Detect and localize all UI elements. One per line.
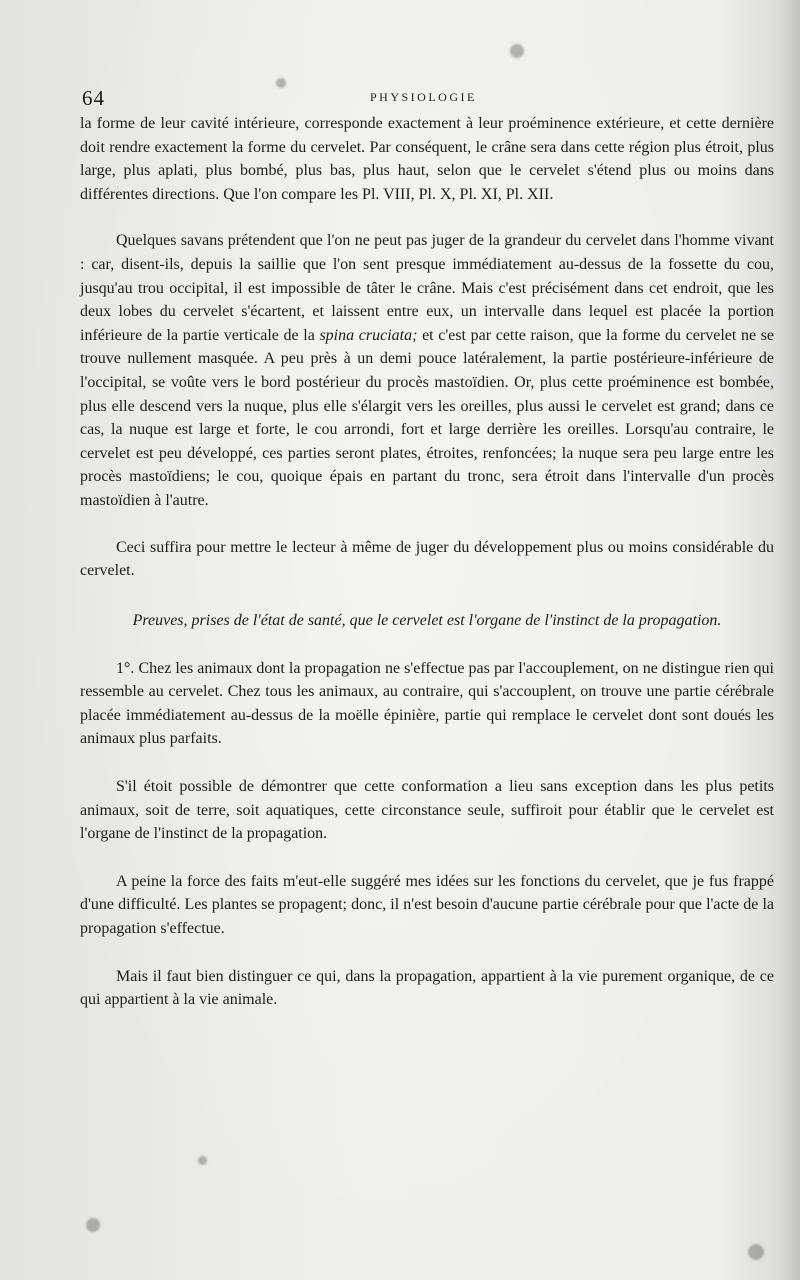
paragraph-small-animals: S'il étoit possible de démontrer que cette conformation a lieu sans exception dans les plus petits animaux, soit de terre, soit aquatiques, cette circonstance seule, suffiroit pour établir que le cervelet est l'organe de l'instinct de la propagation. (80, 778, 774, 843)
paragraph-distinction: Mais il faut bien distinguer ce qui, dans la propagation, appartient à la vie purement organique, de ce qui appartient à la vie animale. (80, 967, 774, 1009)
latin-term: spina cruciata; (319, 326, 418, 344)
paragraph-continued: la forme de leur cavité intérieure, corresponde exactement à leur proéminence extérieure, et cette dernière doit rendre exactement la forme du cervelet. Par conséquent, le crâne sera dans cette région plus étroit, plus large, plus aplati, plus bombé, plus bas, plus haut, selon que le cervelet s'étend plus ou moins dans différentes directions. Que l'on compare les Pl. VIII, Pl. X, Pl. XI, Pl. XII. (80, 115, 774, 203)
page-edge-shadow (778, 0, 800, 1280)
page-number: 64 (82, 86, 105, 110)
paper-speck (748, 1244, 764, 1260)
body-text (80, 112, 774, 1012)
paragraph-plants: A peine la force des faits m'eut-elle suggéré mes idées sur les fonctions du cervelet, que je fus frappé d'une difficulté. Les plantes se propagent; donc, il n'est besoin d'aucune partie cérébrale pour que l'acte de la propagation s'effectue. (80, 872, 774, 938)
paper-speck (86, 1218, 100, 1232)
paragraph-point-one: 1°. Chez les animaux dont la propagation ne s'effectue pas par l'accouplement, on ne distingue rien qui ressemble au cervelet. Chez tous les animaux, au contraire, qui s'accouplent, on trouve une partie cérébrale placée immédiatement au-dessus de la moëlle épinière, partie qui remplace le cervelet dont sont doués les animaux plus parfaits. (80, 659, 774, 748)
paragraph-conclusion: Ceci suffira pour mettre le lecteur à même de juger du développement plus ou moins considérable du cervelet. (80, 538, 774, 580)
paragraph-text: et c'est par cette raison, que la forme du cervelet ne se trouve nullement masquée. A peu près à un demi pouce latéralement, la partie postérieure-inférieure de l'occipital, se voûte vers le bord postérieur du procès mastoïdien. Or, plus cette proéminence est bombée, plus elle descend vers la nuque, plus elle s'élargit vers les oreilles, plus aussi le cervelet est grand; dans ce cas, la nuque est large et forte, le cou arrondi, fort et large derrière les oreilles. Lorsqu'au contraire, le cervelet est peu développé, ces parties seront plates, étroites, renfoncées; la nuque sera peu large entre les procès mastoïdiens; le cou, quoique épais en partant du tronc, sera étroit dans l'intervalle d'un procès mastoïdien à l'autre. (80, 326, 775, 509)
paper-speck (198, 1156, 207, 1165)
paragraph-text: Quelques savans prétendent que l'on ne peut pas juger de la grandeur du cervelet dans l'homme vivant : car, disent-ils, depuis la saillie que l'on sent presque immédiatement au-dessus de la fossette du cou, jusqu'au trou occipital, il est impossible de tâter le crâne. Mais c'est précisément dans cet endroit, que les deux lobes du cervelet s'écartent, et laissent entre eux, un intervalle dans lequel est placée la portion inférieure de la partie verticale de la (80, 232, 774, 344)
running-head: PHYSIOLOGIE (370, 90, 477, 104)
paper-speck (510, 44, 524, 58)
section-heading: Preuves, prises de l'état de santé, que le cervelet est l'organe de l'instinct de la propagation. (132, 611, 722, 629)
paragraph-skull-measurement (80, 229, 774, 512)
page-header (82, 84, 772, 114)
